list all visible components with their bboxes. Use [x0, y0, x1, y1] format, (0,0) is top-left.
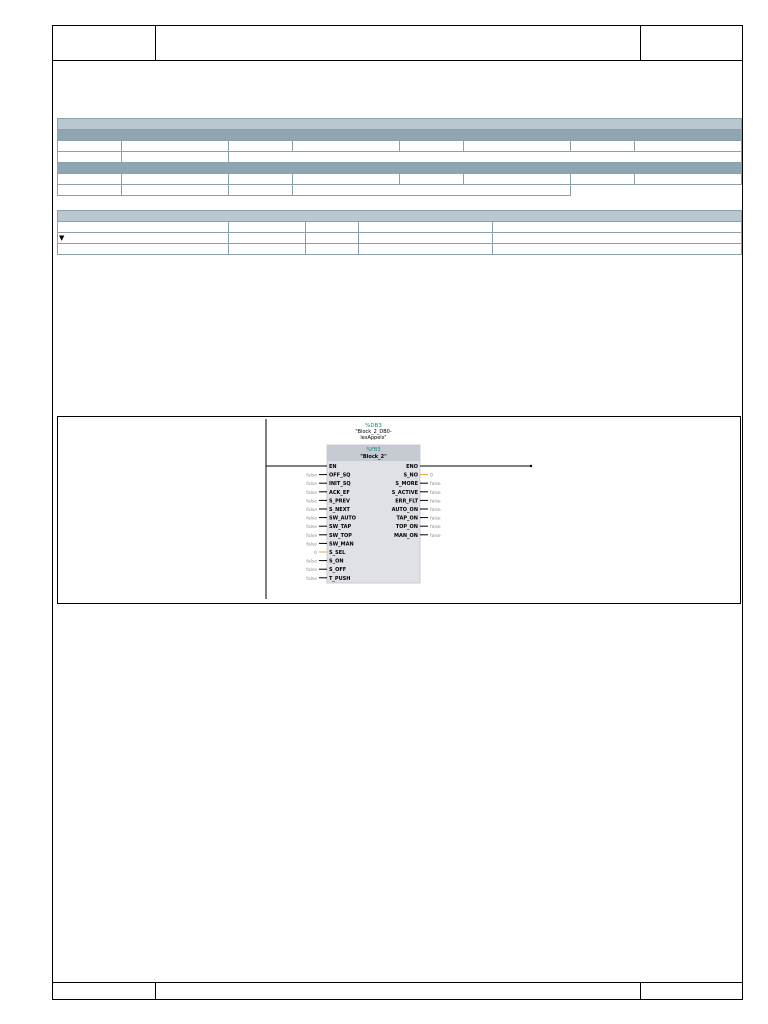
- input-pin: S_ON: [329, 558, 344, 565]
- col-name: [58, 222, 229, 233]
- input-value: false: [306, 499, 317, 505]
- comment-label: [400, 174, 464, 185]
- output-value: false: [430, 516, 441, 522]
- output-pin: ERR_FLT: [395, 498, 418, 505]
- numbering-label: [58, 152, 122, 163]
- fb-name: "Block_2": [360, 454, 387, 460]
- instance-db-name: "Block_2_DB0-: [355, 429, 392, 435]
- input-value: 0: [314, 551, 317, 556]
- version-value: [122, 185, 229, 196]
- language-label: [571, 141, 635, 152]
- input-pin: SW_MAN: [329, 541, 354, 548]
- userid-label: [229, 185, 293, 196]
- number-value: [293, 141, 400, 152]
- temp-row[interactable]: [58, 233, 229, 244]
- section-interface: [58, 211, 742, 222]
- output-pin: S_ACTIVE: [391, 489, 418, 496]
- number-label: [229, 141, 293, 152]
- interface-table: [57, 210, 742, 255]
- rung-end: [530, 465, 532, 467]
- input-pin: ACK_EF: [329, 489, 350, 496]
- col-default-value: [359, 222, 493, 233]
- output-value: false: [430, 508, 441, 513]
- pin-eno: ENO: [406, 464, 418, 470]
- output-value: false: [430, 525, 441, 531]
- input-pin: S_OFF: [329, 567, 347, 574]
- language-value: [635, 141, 742, 152]
- input-value: false: [306, 559, 317, 565]
- input-pin: S_SEL: [329, 550, 346, 556]
- input-pin: S_NEXT: [329, 507, 350, 513]
- output-pin: TAP_ON: [396, 515, 418, 522]
- output-value: false: [430, 533, 441, 539]
- section-general: [58, 130, 742, 141]
- title-label: [58, 174, 122, 185]
- input-pin: S_PREV: [329, 498, 350, 505]
- output-pin: TOP_ON: [395, 524, 418, 531]
- section-main-properties: [58, 119, 742, 130]
- version-label: [58, 185, 122, 196]
- collapse-triangle-icon[interactable]: ▼: [59, 234, 65, 242]
- input-value: false: [306, 516, 317, 522]
- lad-diagram: [58, 417, 742, 605]
- properties-table: [57, 118, 742, 196]
- input-value: false: [306, 568, 317, 574]
- col-comment: [493, 222, 742, 233]
- page-header: [53, 26, 742, 61]
- output-pin: AUTO_ON: [391, 507, 418, 513]
- type-value: [464, 141, 571, 152]
- output-value: false: [430, 490, 441, 496]
- input-value: false: [306, 508, 317, 513]
- input-value: false: [306, 533, 317, 539]
- input-pin: SW_TAP: [329, 524, 352, 531]
- portal-name: [53, 26, 156, 60]
- name-value: [122, 141, 229, 152]
- author-value: [293, 174, 400, 185]
- author-label: [229, 174, 293, 185]
- section-information: [58, 163, 742, 174]
- output-pin: S_NO: [403, 472, 418, 479]
- input-value: false: [306, 525, 317, 531]
- title-value: [122, 174, 229, 185]
- input-value: false: [306, 473, 317, 479]
- output-pin: S_MORE: [395, 481, 418, 488]
- numbering-value: [122, 152, 229, 163]
- type-label: [400, 141, 464, 152]
- output-value: false: [430, 499, 441, 505]
- comment-value: [464, 174, 571, 185]
- input-pin: OFF_SQ: [329, 472, 351, 479]
- network-box: [57, 416, 741, 604]
- col-offset: [306, 222, 359, 233]
- family-label: [571, 174, 635, 185]
- family-value: [635, 174, 742, 185]
- constant-label: [58, 244, 229, 255]
- name-label: [58, 141, 122, 152]
- input-pin: INIT_SQ: [329, 481, 351, 488]
- input-pin: SW_AUTO: [329, 515, 357, 522]
- input-pin: T_PUSH: [329, 575, 351, 582]
- pin-en: EN: [329, 464, 337, 470]
- userid-value: [293, 185, 571, 196]
- numbering-empty: [229, 152, 742, 163]
- output-value: 0: [430, 473, 433, 479]
- fb-number: %FB3: [366, 447, 381, 453]
- input-value: false: [306, 490, 317, 496]
- instance-db-number: %DB3: [365, 423, 382, 429]
- col-data-type: [229, 222, 306, 233]
- page-footer: [53, 982, 742, 999]
- input-value: false: [306, 576, 317, 582]
- input-value: false: [306, 542, 317, 548]
- input-pin: SW_TOP: [329, 532, 352, 539]
- output-pin: MAN_ON: [394, 532, 418, 539]
- instance-db-name-2: lesAppels": [360, 435, 387, 441]
- output-value: false: [430, 482, 441, 488]
- input-value: false: [306, 482, 317, 488]
